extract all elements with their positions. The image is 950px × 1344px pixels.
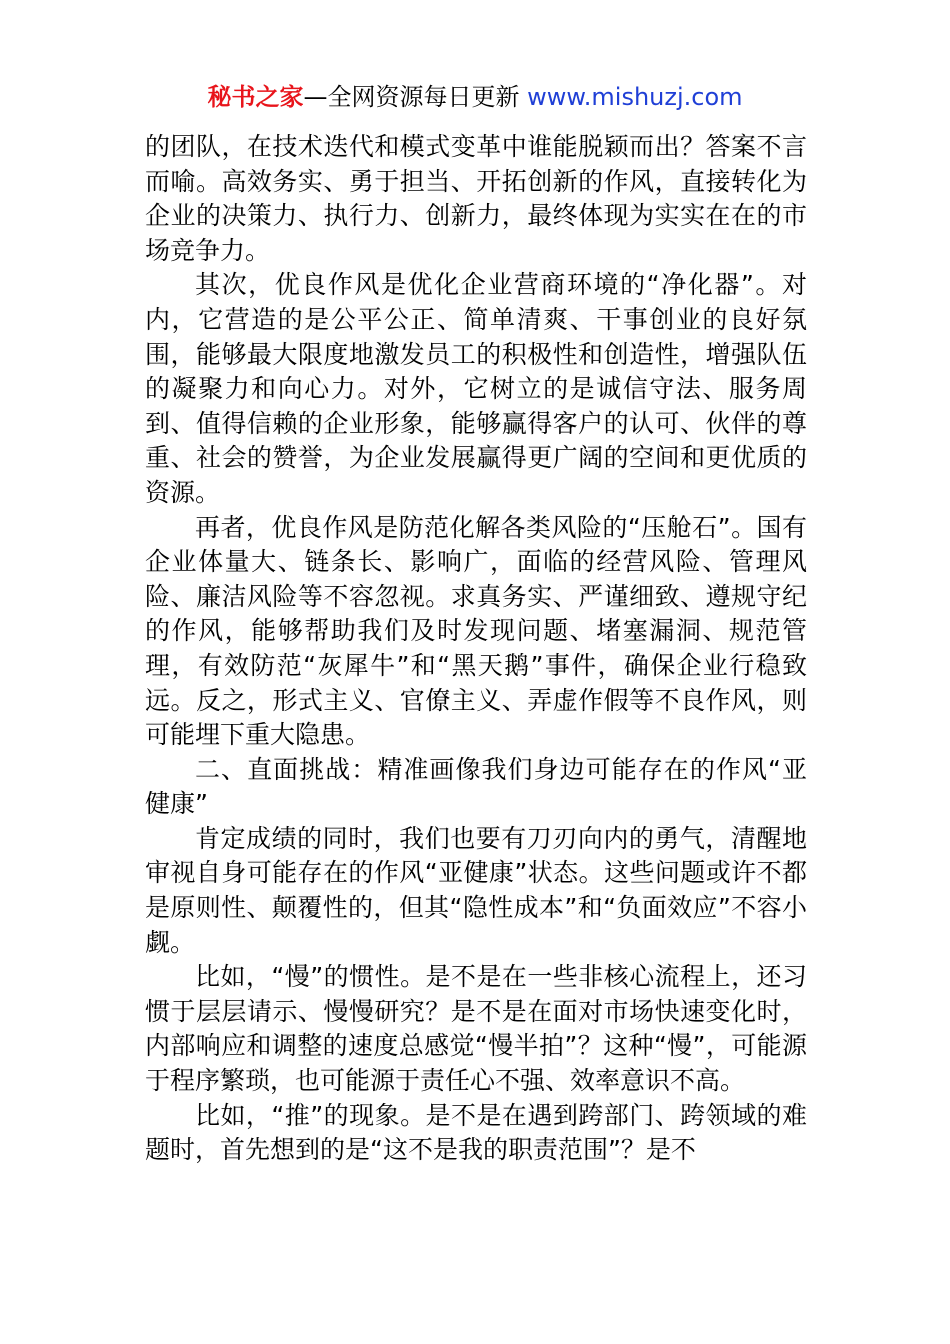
document-body (145, 130, 807, 1168)
site-brand: 秘书之家 (207, 83, 304, 111)
paragraph-shirk: 比如，“推”的现象。是不是在遇到跨部门、跨领域的难题时，首先想到的是“这不是我的职责范围”？是不 (145, 1100, 807, 1165)
page-header (0, 80, 950, 114)
paragraph-subhealth: 肯定成绩的同时，我们也要有刀刃向内的勇气，清醒地审视自身可能存在的作风“亚健康”状态。这些问题或许不都是原则性、颠覆性的，但其“隐性成本”和“负面效应”不容小觑。 (145, 823, 807, 957)
site-tagline: —全网资源每日更新 (303, 83, 520, 111)
paragraph-continuation: 的团队，在技术迭代和模式变革中谁能脱颖而出？答案不言而喻。高效务实、勇于担当、开拓创新的作风，直接转化为企业的决策力、执行力、创新力，最终体现为实实在在的市场竞争力。 (145, 132, 807, 265)
paragraph-ballast: 再者，优良作风是防范化解各类风险的“压舱石”。国有企业体量大、链条长、影响广，面临的经营风险、管理风险、廉洁风险等不容忽视。求真务实、严谨细致、遵规守纪的作风，能够帮助我们及时发现问题、堵塞漏洞、规范管理，有效防范“灰犀牛”和“黑天鹅”事件，确保企业行稳致远。反之，形式主义、官僚主义、弄虚作假等不良作风，则可能埋下重大隐患。 (145, 512, 807, 750)
site-url[interactable]: www.mishuzj.com (527, 83, 743, 111)
paragraph-purifier: 其次，优良作风是优化企业营商环境的“净化器”。对内，它营造的是公平公正、简单清爽、干事创业的良好氛围，能够最大限度地激发员工的积极性和创造性，增强队伍的凝聚力和向心力。对外，它树立的是诚信守法、服务周到、值得信赖的企业形象，能够赢得客户的认可、伙伴的尊重、社会的赞誉，为企业发展赢得更广阔的空间和更优质的资源。 (145, 270, 807, 507)
paragraph-slow: 比如，“慢”的惯性。是不是在一些非核心流程上，还习惯于层层请示、慢慢研究？是不是在面对市场快速变化时，内部响应和调整的速度总感觉“慢半拍”？这种“慢”，可能源于程序繁琐，也可能源于责任心不强、效率意识不高。 (145, 962, 807, 1096)
section-heading: 二、直面挑战：精准画像我们身边可能存在的作风“亚健康” (145, 754, 807, 819)
